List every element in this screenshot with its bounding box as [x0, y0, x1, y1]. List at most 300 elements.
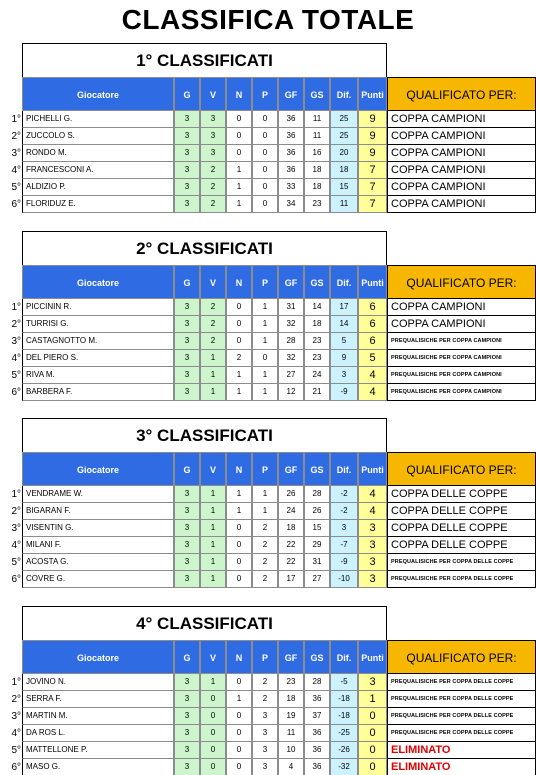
cell-qualificato: COPPA CAMPIONI	[387, 299, 536, 316]
table-row	[0, 162, 536, 179]
cell-name: CASTAGNOTTO M.	[22, 333, 174, 350]
cell-gs: 23	[304, 196, 330, 213]
cell-punti: 3	[358, 674, 387, 691]
cell-dif: -7	[330, 537, 358, 554]
cell-punti: 7	[358, 196, 387, 213]
table-row	[0, 145, 536, 162]
cell-punti: 6	[358, 333, 387, 350]
cell-name: FRANCESCONI A.	[22, 162, 174, 179]
cell-punti: 1	[358, 691, 387, 708]
cell-v: 1	[200, 554, 226, 571]
standings-section	[0, 606, 536, 775]
cell-name: MATTELLONE P.	[22, 742, 174, 759]
cell-p: 0	[252, 350, 278, 367]
cell-name: SERRA F.	[22, 691, 174, 708]
cell-n: 0	[226, 537, 252, 554]
cell-g: 3	[174, 316, 200, 333]
cell-g: 3	[174, 725, 200, 742]
cell-p: 0	[252, 179, 278, 196]
cell-punti: 5	[358, 350, 387, 367]
cell-name: BARBERA F.	[22, 384, 174, 401]
cell-gf: 23	[278, 674, 304, 691]
cell-v: 3	[200, 111, 226, 128]
header-v: V	[200, 77, 226, 111]
cell-qualificato: PREQUALISICHE PER COPPA CAMPIONI	[387, 333, 536, 350]
cell-n: 1	[226, 384, 252, 401]
cell-gf: 12	[278, 384, 304, 401]
cell-g: 3	[174, 128, 200, 145]
cell-name: BIGARAN F.	[22, 503, 174, 520]
cell-gs: 37	[304, 708, 330, 725]
cell-g: 3	[174, 571, 200, 588]
position-label: 3°	[11, 336, 21, 347]
cell-n: 1	[226, 179, 252, 196]
cell-g: 3	[174, 691, 200, 708]
cell-punti: 0	[358, 759, 387, 775]
header-p: P	[252, 77, 278, 111]
cell-v: 0	[200, 742, 226, 759]
cell-gf: 17	[278, 571, 304, 588]
header-gs: GS	[304, 265, 330, 299]
cell-dif: 15	[330, 179, 358, 196]
header-g: G	[174, 640, 200, 674]
cell-qualificato: PREQUALISICHE PER COPPA DELLE COPPE	[387, 708, 536, 725]
cell-g: 3	[174, 742, 200, 759]
cell-punti: 0	[358, 708, 387, 725]
cell-name: DEL PIERO S.	[22, 350, 174, 367]
position-label: 6°	[11, 762, 21, 773]
cell-g: 3	[174, 708, 200, 725]
cell-qualificato: COPPA CAMPIONI	[387, 316, 536, 333]
cell-p: 0	[252, 196, 278, 213]
cell-gf: 32	[278, 350, 304, 367]
cell-name: COVRE G.	[22, 571, 174, 588]
cell-punti: 3	[358, 571, 387, 588]
position-label: 3°	[11, 523, 21, 534]
cell-name: ACOSTA G.	[22, 554, 174, 571]
cell-punti: 3	[358, 520, 387, 537]
cell-n: 0	[226, 571, 252, 588]
cell-name: FLORIDUZ E.	[22, 196, 174, 213]
header-v: V	[200, 640, 226, 674]
cell-n: 0	[226, 554, 252, 571]
page-title: CLASSIFICA TOTALE	[121, 4, 415, 35]
header-gf: GF	[278, 265, 304, 299]
table-row	[0, 486, 536, 503]
cell-gs: 31	[304, 554, 330, 571]
cell-gs: 28	[304, 674, 330, 691]
cell-dif: 17	[330, 299, 358, 316]
header-punti: Punti	[358, 265, 387, 299]
table-row	[0, 503, 536, 520]
cell-p: 1	[252, 333, 278, 350]
cell-p: 2	[252, 537, 278, 554]
cell-gf: 34	[278, 196, 304, 213]
cell-gf: 36	[278, 145, 304, 162]
cell-gf: 10	[278, 742, 304, 759]
table-row	[0, 350, 536, 367]
cell-gf: 36	[278, 162, 304, 179]
header-qualificato: QUALIFICATO PER:	[387, 452, 536, 486]
table-row	[0, 708, 536, 725]
position-label: 4°	[11, 353, 21, 364]
cell-p: 1	[252, 299, 278, 316]
header-gs: GS	[304, 452, 330, 486]
cell-name: PICCININ R.	[22, 299, 174, 316]
position-label: 1°	[11, 302, 21, 313]
cell-v: 2	[200, 333, 226, 350]
cell-gs: 14	[304, 299, 330, 316]
table-header	[0, 640, 536, 674]
cell-dif: -32	[330, 759, 358, 775]
table-row	[0, 128, 536, 145]
table-row	[0, 759, 536, 775]
cell-gs: 29	[304, 537, 330, 554]
cell-punti: 9	[358, 111, 387, 128]
position-label: 6°	[11, 199, 21, 210]
section-title: 3° CLASSIFICATI	[22, 418, 387, 452]
cell-qualificato: PREQUALISICHE PER COPPA DELLE COPPE	[387, 725, 536, 742]
cell-gf: 31	[278, 299, 304, 316]
cell-v: 2	[200, 299, 226, 316]
header-g: G	[174, 265, 200, 299]
cell-name: PICHELLI G.	[22, 111, 174, 128]
cell-punti: 6	[358, 316, 387, 333]
cell-v: 0	[200, 708, 226, 725]
cell-p: 2	[252, 554, 278, 571]
cell-gf: 32	[278, 316, 304, 333]
header-gs: GS	[304, 640, 330, 674]
header-p: P	[252, 640, 278, 674]
position-label: 5°	[11, 370, 21, 381]
cell-dif: 20	[330, 145, 358, 162]
cell-n: 0	[226, 520, 252, 537]
cell-gs: 23	[304, 333, 330, 350]
cell-gs: 11	[304, 111, 330, 128]
cell-v: 2	[200, 179, 226, 196]
cell-p: 1	[252, 367, 278, 384]
cell-p: 1	[252, 486, 278, 503]
cell-g: 3	[174, 486, 200, 503]
header-punti: Punti	[358, 77, 387, 111]
cell-gf: 11	[278, 725, 304, 742]
table-header	[0, 77, 536, 111]
table-row	[0, 333, 536, 350]
position-label: 3°	[11, 711, 21, 722]
cell-dif: -9	[330, 384, 358, 401]
cell-gf: 33	[278, 179, 304, 196]
cell-v: 1	[200, 520, 226, 537]
cell-qualificato: PREQUALISICHE PER COPPA DELLE COPPE	[387, 691, 536, 708]
cell-punti: 3	[358, 554, 387, 571]
cell-g: 3	[174, 162, 200, 179]
header-gf: GF	[278, 640, 304, 674]
cell-v: 3	[200, 145, 226, 162]
cell-n: 1	[226, 503, 252, 520]
table-row	[0, 111, 536, 128]
cell-n: 1	[226, 162, 252, 179]
cell-dif: 25	[330, 111, 358, 128]
cell-dif: -10	[330, 571, 358, 588]
cell-gs: 15	[304, 520, 330, 537]
header-giocatore: Giocatore	[22, 265, 174, 299]
cell-p: 3	[252, 742, 278, 759]
cell-v: 1	[200, 571, 226, 588]
cell-gf: 36	[278, 128, 304, 145]
cell-p: 3	[252, 725, 278, 742]
header-punti: Punti	[358, 640, 387, 674]
cell-name: MASO G.	[22, 759, 174, 775]
section-title: 2° CLASSIFICATI	[22, 231, 387, 265]
cell-gf: 18	[278, 691, 304, 708]
position-label: 1°	[11, 114, 21, 125]
table-row	[0, 725, 536, 742]
table-row	[0, 537, 536, 554]
cell-n: 1	[226, 196, 252, 213]
cell-g: 3	[174, 299, 200, 316]
cell-n: 2	[226, 350, 252, 367]
header-g: G	[174, 77, 200, 111]
cell-qualificato: ELIMINATO	[387, 742, 536, 759]
cell-dif: 11	[330, 196, 358, 213]
header-gf: GF	[278, 452, 304, 486]
section-title: 4° CLASSIFICATI	[22, 606, 387, 640]
cell-dif: -18	[330, 691, 358, 708]
section-title: 1° CLASSIFICATI	[22, 43, 387, 77]
cell-punti: 3	[358, 537, 387, 554]
header-dif: Dif.	[330, 640, 358, 674]
standings-section	[0, 418, 536, 588]
cell-punti: 4	[358, 367, 387, 384]
cell-dif: -2	[330, 503, 358, 520]
cell-qualificato: COPPA DELLE COPPE	[387, 520, 536, 537]
cell-qualificato: COPPA CAMPIONI	[387, 128, 536, 145]
cell-v: 1	[200, 384, 226, 401]
cell-name: ZUCCOLO S.	[22, 128, 174, 145]
table-header	[0, 265, 536, 299]
cell-qualificato: COPPA CAMPIONI	[387, 145, 536, 162]
cell-n: 0	[226, 674, 252, 691]
cell-gf: 28	[278, 333, 304, 350]
position-label: 2°	[11, 319, 21, 330]
cell-g: 3	[174, 503, 200, 520]
cell-gf: 24	[278, 503, 304, 520]
position-label: 2°	[11, 694, 21, 705]
cell-gs: 36	[304, 759, 330, 775]
cell-qualificato: COPPA DELLE COPPE	[387, 537, 536, 554]
header-n: N	[226, 77, 252, 111]
cell-g: 3	[174, 554, 200, 571]
cell-g: 3	[174, 674, 200, 691]
cell-n: 0	[226, 333, 252, 350]
cell-v: 1	[200, 486, 226, 503]
position-label: 2°	[11, 506, 21, 517]
position-label: 5°	[11, 745, 21, 756]
header-giocatore: Giocatore	[22, 640, 174, 674]
cell-punti: 7	[358, 162, 387, 179]
position-label: 1°	[11, 489, 21, 500]
cell-n: 1	[226, 367, 252, 384]
cell-qualificato: PREQUALISICHE PER COPPA CAMPIONI	[387, 384, 536, 401]
cell-n: 0	[226, 299, 252, 316]
cell-dif: -9	[330, 554, 358, 571]
cell-name: RONDO M.	[22, 145, 174, 162]
cell-punti: 6	[358, 299, 387, 316]
cell-gs: 23	[304, 350, 330, 367]
cell-gf: 18	[278, 520, 304, 537]
cell-dif: -5	[330, 674, 358, 691]
header-dif: Dif.	[330, 265, 358, 299]
cell-gs: 21	[304, 384, 330, 401]
cell-p: 0	[252, 111, 278, 128]
cell-qualificato: PREQUALISICHE PER COPPA DELLE COPPE	[387, 554, 536, 571]
header-g: G	[174, 452, 200, 486]
cell-dif: 14	[330, 316, 358, 333]
cell-dif: 18	[330, 162, 358, 179]
cell-name: JOVINO N.	[22, 674, 174, 691]
cell-gf: 22	[278, 537, 304, 554]
table-row	[0, 384, 536, 401]
table-row	[0, 179, 536, 196]
header-giocatore: Giocatore	[22, 452, 174, 486]
header-punti: Punti	[358, 452, 387, 486]
position-label: 6°	[11, 574, 21, 585]
cell-name: VENDRAME W.	[22, 486, 174, 503]
cell-dif: 5	[330, 333, 358, 350]
header-qualificato: QUALIFICATO PER:	[387, 265, 536, 299]
header-v: V	[200, 265, 226, 299]
cell-n: 0	[226, 128, 252, 145]
cell-name: DA ROS L.	[22, 725, 174, 742]
cell-dif: 9	[330, 350, 358, 367]
cell-dif: 3	[330, 520, 358, 537]
cell-gf: 22	[278, 554, 304, 571]
standings-section	[0, 43, 536, 213]
cell-name: TURRISI G.	[22, 316, 174, 333]
cell-g: 3	[174, 179, 200, 196]
header-gf: GF	[278, 77, 304, 111]
cell-n: 0	[226, 725, 252, 742]
cell-gs: 36	[304, 725, 330, 742]
position-label: 2°	[11, 131, 21, 142]
cell-gf: 26	[278, 486, 304, 503]
cell-name: VISENTIN G.	[22, 520, 174, 537]
cell-qualificato: PREQUALISICHE PER COPPA CAMPIONI	[387, 350, 536, 367]
cell-v: 1	[200, 350, 226, 367]
cell-v: 0	[200, 725, 226, 742]
cell-p: 0	[252, 162, 278, 179]
cell-punti: 4	[358, 384, 387, 401]
header-n: N	[226, 452, 252, 486]
table-row	[0, 742, 536, 759]
header-dif: Dif.	[330, 77, 358, 111]
table-header	[0, 452, 536, 486]
cell-n: 0	[226, 145, 252, 162]
cell-g: 3	[174, 537, 200, 554]
cell-punti: 9	[358, 145, 387, 162]
cell-g: 3	[174, 145, 200, 162]
cell-v: 0	[200, 691, 226, 708]
cell-qualificato: COPPA CAMPIONI	[387, 179, 536, 196]
cell-p: 2	[252, 674, 278, 691]
cell-dif: -25	[330, 725, 358, 742]
header-qualificato: QUALIFICATO PER:	[387, 77, 536, 111]
cell-g: 3	[174, 333, 200, 350]
cell-gf: 27	[278, 367, 304, 384]
cell-punti: 7	[358, 179, 387, 196]
cell-v: 1	[200, 367, 226, 384]
cell-punti: 4	[358, 486, 387, 503]
cell-n: 1	[226, 691, 252, 708]
header-giocatore: Giocatore	[22, 77, 174, 111]
cell-dif: -26	[330, 742, 358, 759]
position-label: 5°	[11, 182, 21, 193]
cell-dif: -2	[330, 486, 358, 503]
cell-g: 3	[174, 759, 200, 775]
cell-p: 3	[252, 759, 278, 775]
position-label: 3°	[11, 148, 21, 159]
position-label: 6°	[11, 387, 21, 398]
cell-gs: 18	[304, 179, 330, 196]
table-row	[0, 691, 536, 708]
cell-punti: 0	[358, 725, 387, 742]
cell-gf: 36	[278, 111, 304, 128]
cell-v: 1	[200, 674, 226, 691]
cell-qualificato: PREQUALISICHE PER COPPA DELLE COPPE	[387, 674, 536, 691]
cell-qualificato: PREQUALISICHE PER COPPA CAMPIONI	[387, 367, 536, 384]
table-row	[0, 299, 536, 316]
cell-v: 0	[200, 759, 226, 775]
cell-qualificato: ELIMINATO	[387, 759, 536, 775]
cell-g: 3	[174, 196, 200, 213]
cell-name: RIVA M.	[22, 367, 174, 384]
header-p: P	[252, 265, 278, 299]
cell-gs: 26	[304, 503, 330, 520]
cell-p: 2	[252, 691, 278, 708]
cell-g: 3	[174, 367, 200, 384]
cell-v: 1	[200, 503, 226, 520]
header-n: N	[226, 640, 252, 674]
position-label: 5°	[11, 557, 21, 568]
table-row	[0, 316, 536, 333]
cell-n: 0	[226, 759, 252, 775]
cell-g: 3	[174, 350, 200, 367]
table-row	[0, 367, 536, 384]
cell-n: 0	[226, 742, 252, 759]
table-row	[0, 196, 536, 213]
cell-qualificato: COPPA CAMPIONI	[387, 162, 536, 179]
cell-gf: 19	[278, 708, 304, 725]
cell-punti: 9	[358, 128, 387, 145]
cell-dif: -18	[330, 708, 358, 725]
cell-n: 0	[226, 316, 252, 333]
cell-gs: 27	[304, 571, 330, 588]
cell-gf: 4	[278, 759, 304, 775]
cell-p: 2	[252, 520, 278, 537]
position-label: 4°	[11, 165, 21, 176]
position-label: 1°	[11, 677, 21, 688]
cell-gs: 24	[304, 367, 330, 384]
cell-g: 3	[174, 384, 200, 401]
header-v: V	[200, 452, 226, 486]
header-dif: Dif.	[330, 452, 358, 486]
cell-v: 3	[200, 128, 226, 145]
cell-p: 1	[252, 384, 278, 401]
cell-p: 1	[252, 503, 278, 520]
table-row	[0, 674, 536, 691]
cell-gs: 11	[304, 128, 330, 145]
cell-dif: 25	[330, 128, 358, 145]
